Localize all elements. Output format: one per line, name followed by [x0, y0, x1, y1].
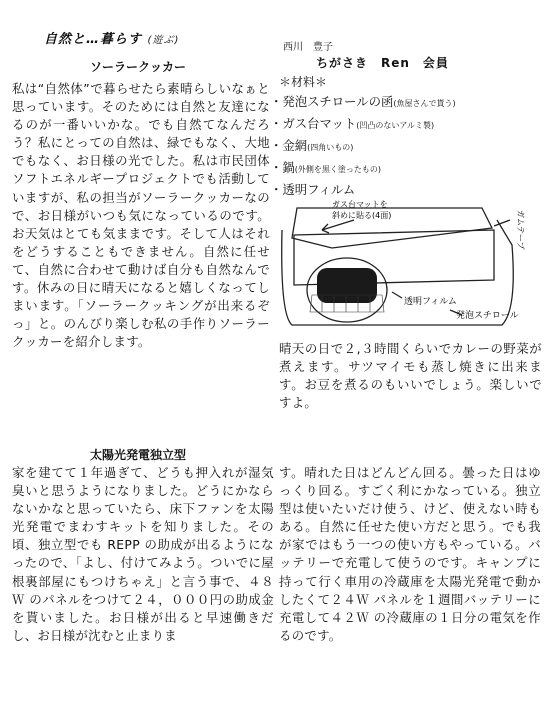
author-name: 西川 豊子: [283, 42, 333, 53]
solar-cooker-heading: ソーラークッカー: [90, 60, 187, 74]
material-item: [270, 158, 540, 180]
material-note: (凹凸のないアルミ製): [356, 121, 435, 130]
materials-heading: ＊材料＊: [279, 75, 328, 89]
solar-cooker-result: 晴天の日で２,３時間くらいでカレーの野菜が煮えます。サツマイモも蒸し焼きに出来ます。お豆を煮るのもいいでしょう。楽しいですよ。: [279, 341, 542, 411]
mat-label-2: 斜めに貼る(4面): [332, 211, 392, 220]
materials-list: [270, 92, 540, 202]
author-affiliation: ちがさき Ren 会員: [316, 56, 449, 70]
mat-arrow: [322, 220, 354, 233]
material-item: [270, 92, 540, 114]
material-note: (四角いもの): [307, 143, 354, 152]
solar-cooker-intro: 私は“自然体”で暮らせたら素晴らしいなぁと思っています。そのためには自然と友達になるのが一番いいかな。でも自然てなんだろう？私にとっての自然は、緑でもなく、大地でもなく、お日様の光でした。私は市民団体ソフトエネルギープロジェクトでも活動していますが、私の担当がソーラークッカーなので、お日様がいつも気になっているのです。お天気はとても気ままです。そして人はそれをどうすることもできません。自然に任せて、自然に合わせて動けば自分も自然なんです。休みの日に晴天になると嬉しくなってしまいます。「ソーラークッキングが出来るぞっ」と。のんびり楽しむ私の手作りソーラークッカーを紹介します。: [12, 81, 270, 350]
material-item: [270, 136, 540, 158]
material-label: ・透明フィルム: [270, 182, 356, 197]
film-label: 透明フィルム: [404, 297, 457, 307]
title-text: 自然と…暮らす: [44, 32, 143, 47]
title-subtitle: (遊ぶ): [147, 35, 180, 46]
pot: [317, 268, 377, 303]
page-title: [44, 28, 179, 47]
material-label: ・鍋: [270, 160, 295, 175]
tape-label: ガムテープ: [516, 210, 525, 250]
material-label: ・ガス台マット: [270, 116, 357, 131]
styro-label: 発泡スチロール: [456, 311, 519, 321]
material-label: ・発泡スチロールの函: [270, 94, 394, 109]
material-item: [270, 180, 540, 202]
solar-power-text-left: 家を建てて１年過ぎて、どうも押入れが湿気臭いと思うようになりました。どうにかならないかなと思っていたら、床下ファンを太陽光発電でまわすキットを知りました。その頃、独立型でも REPP の助成が出るようになったので、「よし、付けてみよう。ついでに屋根裏部屋にもつけちゃえ」と言う事で、４８Ｗ のパネルをつけて２４，０００円の助成金を貰いました。お日様が出ると早速働きだし、お日様が沈むと止まりま: [12, 465, 274, 643]
material-note: (外側を黒く塗ったもの): [294, 165, 382, 174]
material-note: (魚屋さんで貰う): [393, 99, 456, 108]
box-outline: [282, 220, 514, 325]
material-item: [270, 114, 540, 136]
lid-film-outline: [292, 208, 492, 248]
material-label: ・金網: [270, 138, 308, 153]
mat-label-1: ガス台マットを: [332, 200, 388, 209]
solar-cooker-illustration: [272, 200, 542, 335]
film-arrow: [392, 292, 402, 298]
tape-arrow: [494, 220, 510, 226]
solar-power-text-right: す。晴れた日はどんどん回る。曇った日はゆっくり回る。すごく利にかなっている。独立型は使いたいだけ使う、けど、使えない時もある。自然に任せた使い方だと思う。でも我が家ではもう一つの使い方もやっている。バッテリーで充電して使うのです。キャンプに持って行く車用の冷蔵庫を太陽光発電で動かしたくて２４Ｗ パネルを１週間バッテリーに充電して４２Ｗ の冷蔵庫の１日分の電気を作るのです。: [279, 465, 541, 643]
solar-power-heading: 太陽光発電独立型: [90, 448, 187, 462]
